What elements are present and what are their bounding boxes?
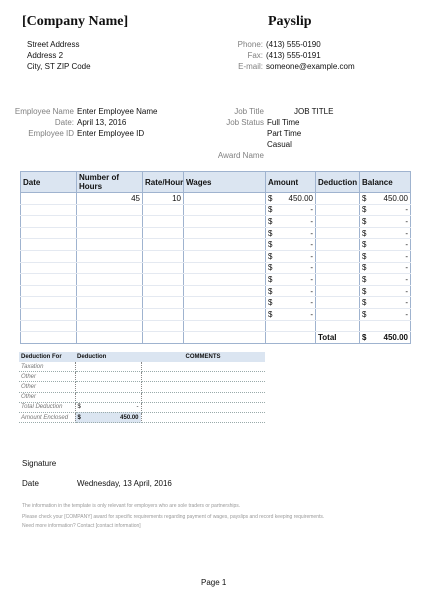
currency-symbol: $: [268, 205, 273, 215]
table-row: [21, 239, 411, 251]
cell-date[interactable]: [21, 320, 77, 332]
currency-symbol: $: [362, 286, 367, 296]
job-status-part-time[interactable]: Part Time: [267, 129, 302, 138]
document-title: Payslip: [268, 14, 312, 29]
cell-rate[interactable]: [143, 204, 184, 216]
total-value: [360, 332, 411, 344]
date-label: Date:: [54, 118, 74, 127]
placeholder-dash: -: [405, 216, 408, 226]
cell-balance[interactable]: [360, 250, 411, 262]
cell-deduction[interactable]: [316, 250, 360, 262]
total-deduction-comment[interactable]: [141, 402, 265, 412]
cell-rate[interactable]: [143, 227, 184, 239]
phone-label: Phone:: [237, 40, 263, 49]
ded-col-deduction: Deduction: [75, 352, 141, 362]
placeholder-dash: -: [310, 240, 313, 250]
total-label: Total: [316, 332, 360, 344]
wages-table-header: [21, 172, 411, 193]
cell-hours[interactable]: [77, 239, 143, 251]
placeholder-dash: -: [405, 205, 408, 215]
currency-symbol: $: [362, 298, 367, 308]
currency-symbol: $: [268, 228, 273, 238]
cell-deduction[interactable]: [316, 227, 360, 239]
placeholder-dash: -: [405, 251, 408, 261]
cell-rate[interactable]: [143, 216, 184, 228]
currency-symbol: $: [362, 193, 367, 203]
cell-balance[interactable]: [360, 274, 411, 286]
page-number: Page 1: [201, 578, 227, 587]
deduction-row: [19, 392, 265, 402]
cell-amount[interactable]: [266, 250, 316, 262]
cell-amount: [266, 332, 316, 344]
cell-amount[interactable]: [266, 193, 316, 205]
placeholder-dash: -: [405, 309, 408, 319]
cell-wages[interactable]: [184, 262, 266, 274]
col-amount: Amount: [266, 172, 316, 193]
cell-wages[interactable]: [184, 320, 266, 332]
cell-deduction[interactable]: [316, 297, 360, 309]
cell-rate[interactable]: [143, 285, 184, 297]
placeholder-dash: -: [405, 286, 408, 296]
amount-value: 450.00: [288, 193, 313, 203]
signature-label: Signature: [22, 459, 57, 468]
cell-amount[interactable]: [266, 204, 316, 216]
amount-enclosed-amount: 450.00: [120, 414, 139, 421]
cell-wages[interactable]: [184, 216, 266, 228]
placeholder-dash: -: [310, 309, 313, 319]
cell-hours[interactable]: [77, 250, 143, 262]
cell-wages[interactable]: [184, 239, 266, 251]
cell-date[interactable]: [21, 204, 77, 216]
cell-date: [21, 332, 77, 344]
table-row: [21, 320, 411, 332]
cell-amount[interactable]: [266, 285, 316, 297]
cell-date[interactable]: [21, 239, 77, 251]
currency-symbol: $: [362, 228, 367, 238]
cell-hours[interactable]: [77, 274, 143, 286]
cell-rate[interactable]: [143, 262, 184, 274]
deduction-comment[interactable]: [141, 372, 265, 382]
placeholder-dash: -: [310, 205, 313, 215]
employee-name-value[interactable]: Enter Employee Name: [77, 107, 158, 116]
deductions-header: [19, 352, 265, 362]
footer-note-2: Please check your [COMPANY] award for specific requirements regarding payment of wages, payslips and record keeping requirements.: [22, 514, 325, 520]
employee-id-value[interactable]: Enter Employee ID: [77, 129, 145, 138]
col-rate: Rate/Hour: [143, 172, 184, 193]
currency-symbol: $: [362, 205, 367, 215]
cell-deduction[interactable]: [316, 285, 360, 297]
company-name: [Company Name]: [22, 14, 129, 29]
email-value: someone@example.com: [266, 62, 355, 71]
currency-symbol: $: [362, 274, 367, 284]
cell-rate[interactable]: [143, 320, 184, 332]
table-row: [21, 285, 411, 297]
cell-balance[interactable]: [360, 216, 411, 228]
cell-hours[interactable]: [77, 216, 143, 228]
amount-enclosed-comment[interactable]: [141, 412, 265, 422]
currency-symbol: $: [77, 414, 81, 421]
cell-amount[interactable]: [266, 320, 316, 332]
cell-wages[interactable]: [184, 308, 266, 320]
deduction-row: [19, 372, 265, 382]
placeholder-dash: -: [405, 228, 408, 238]
placeholder-dash: -: [310, 274, 313, 284]
cell-date[interactable]: [21, 285, 77, 297]
cell-deduction[interactable]: [316, 274, 360, 286]
balance-value: 450.00: [383, 193, 408, 203]
cell-amount[interactable]: [266, 274, 316, 286]
cell-hours[interactable]: [77, 297, 143, 309]
job-title-label: Job Title: [234, 107, 264, 116]
cell-deduction[interactable]: [316, 216, 360, 228]
table-row: [21, 193, 411, 205]
deduction-label: Other: [19, 382, 75, 392]
deduction-row: [19, 382, 265, 392]
currency-symbol: $: [268, 309, 273, 319]
wages-table: [20, 171, 411, 344]
currency-symbol: $: [362, 251, 367, 261]
currency-symbol: $: [362, 332, 367, 342]
cell-date[interactable]: [21, 250, 77, 262]
cell-amount[interactable]: [266, 239, 316, 251]
job-title-value[interactable]: JOB TITLE: [294, 107, 334, 116]
cell-balance[interactable]: [360, 297, 411, 309]
total-deduction-amount: -: [136, 404, 139, 411]
amount-enclosed-row: [19, 412, 265, 422]
cell-balance[interactable]: [360, 227, 411, 239]
currency-symbol: $: [268, 240, 273, 250]
deduction-row: [19, 362, 265, 372]
footer-note-1: The information in the template is only relevant for employers who are sole traders or partnerships.: [22, 503, 241, 509]
cell-rate[interactable]: [143, 308, 184, 320]
employee-name-label: Employee Name: [14, 107, 74, 116]
cell-balance[interactable]: [360, 308, 411, 320]
deduction-label: Taxation: [19, 362, 75, 372]
cell-deduction[interactable]: [316, 204, 360, 216]
table-row: [21, 204, 411, 216]
currency-symbol: $: [268, 193, 273, 203]
placeholder-dash: -: [310, 263, 313, 273]
cell-balance[interactable]: [360, 285, 411, 297]
employee-id-label: Employee ID: [28, 129, 74, 138]
total-row: [21, 332, 411, 344]
cell-hours[interactable]: [77, 308, 143, 320]
cell-wages[interactable]: [184, 297, 266, 309]
cell-rate[interactable]: 10: [143, 193, 184, 205]
deduction-amount[interactable]: [75, 382, 141, 392]
cell-amount[interactable]: [266, 297, 316, 309]
cell-date[interactable]: [21, 308, 77, 320]
cell-wages: [184, 332, 266, 344]
fax-label: Fax:: [247, 51, 263, 60]
cell-rate[interactable]: [143, 274, 184, 286]
cell-wages[interactable]: [184, 274, 266, 286]
col-wages: Wages: [184, 172, 266, 193]
cell-hours[interactable]: [77, 285, 143, 297]
cell-deduction[interactable]: [316, 193, 360, 205]
deduction-comment[interactable]: [141, 362, 265, 372]
address-line-2: Address 2: [27, 51, 64, 60]
total-deduction-label: Total Deduction: [19, 402, 75, 412]
cell-amount[interactable]: [266, 216, 316, 228]
table-row: [21, 227, 411, 239]
cell-wages[interactable]: [184, 204, 266, 216]
placeholder-dash: -: [310, 298, 313, 308]
cell-wages[interactable]: [184, 193, 266, 205]
cell-amount[interactable]: [266, 262, 316, 274]
cell-hours: [77, 332, 143, 344]
job-status-label: Job Status: [226, 118, 264, 127]
total-deduction-value: [75, 402, 141, 412]
cell-wages[interactable]: [184, 250, 266, 262]
deduction-comment[interactable]: [141, 392, 265, 402]
job-status-full-time[interactable]: Full Time: [267, 118, 300, 127]
cell-date[interactable]: [21, 274, 77, 286]
fax-value: (413) 555-0191: [266, 51, 321, 60]
currency-symbol: $: [362, 216, 367, 226]
email-label: E-mail:: [238, 62, 263, 71]
cell-hours[interactable]: [77, 262, 143, 274]
placeholder-dash: -: [310, 286, 313, 296]
cell-balance[interactable]: [360, 262, 411, 274]
signature-date-value[interactable]: Wednesday, 13 April, 2016: [77, 479, 172, 488]
cell-amount[interactable]: [266, 308, 316, 320]
currency-symbol: $: [268, 251, 273, 261]
cell-hours[interactable]: [77, 204, 143, 216]
placeholder-dash: -: [310, 228, 313, 238]
deduction-label: Other: [19, 392, 75, 402]
deduction-amount[interactable]: [75, 362, 141, 372]
deductions-table: [19, 352, 265, 423]
currency-symbol: $: [268, 274, 273, 284]
address-line-1: Street Address: [27, 40, 80, 49]
cell-balance[interactable]: [360, 320, 411, 332]
job-status-casual[interactable]: Casual: [267, 140, 292, 149]
cell-date[interactable]: [21, 227, 77, 239]
placeholder-dash: -: [405, 298, 408, 308]
cell-deduction[interactable]: [316, 262, 360, 274]
placeholder-dash: -: [405, 240, 408, 250]
cell-date[interactable]: [21, 297, 77, 309]
deduction-label: Other: [19, 372, 75, 382]
currency-symbol: $: [77, 404, 81, 411]
total-amount: 450.00: [383, 332, 408, 342]
date-value[interactable]: April 13, 2016: [77, 118, 127, 127]
total-deduction-row: [19, 402, 265, 412]
cell-hours[interactable]: 45: [77, 193, 143, 205]
currency-symbol: $: [268, 216, 273, 226]
col-date: Date: [21, 172, 77, 193]
cell-rate[interactable]: [143, 250, 184, 262]
currency-symbol: $: [268, 263, 273, 273]
cell-deduction[interactable]: [316, 239, 360, 251]
table-row: [21, 262, 411, 274]
currency-symbol: $: [362, 309, 367, 319]
cell-deduction[interactable]: [316, 308, 360, 320]
cell-balance[interactable]: [360, 239, 411, 251]
cell-wages[interactable]: [184, 227, 266, 239]
deduction-comment[interactable]: [141, 382, 265, 392]
footer-note-3: Need more information? Contact [contact information]: [22, 523, 141, 529]
currency-symbol: $: [362, 263, 367, 273]
cell-rate[interactable]: [143, 239, 184, 251]
award-name-label: Award Name: [217, 151, 264, 160]
deduction-amount[interactable]: [75, 392, 141, 402]
cell-rate[interactable]: [143, 297, 184, 309]
table-row: [21, 274, 411, 286]
table-row: [21, 216, 411, 228]
cell-wages[interactable]: [184, 285, 266, 297]
cell-balance[interactable]: [360, 193, 411, 205]
currency-symbol: $: [362, 240, 367, 250]
cell-amount[interactable]: [266, 227, 316, 239]
placeholder-dash: -: [310, 216, 313, 226]
cell-rate: [143, 332, 184, 344]
placeholder-dash: -: [310, 251, 313, 261]
address-line-3: City, ST ZIP Code: [27, 62, 91, 71]
table-row: [21, 250, 411, 262]
ded-col-comments: COMMENTS: [141, 352, 265, 362]
deduction-amount[interactable]: [75, 372, 141, 382]
cell-date[interactable]: [21, 193, 77, 205]
placeholder-dash: -: [405, 274, 408, 284]
cell-balance[interactable]: [360, 204, 411, 216]
currency-symbol: $: [268, 286, 273, 296]
amount-enclosed-value: [75, 412, 141, 422]
phone-value: (413) 555-0190: [266, 40, 321, 49]
col-deduction: Deduction: [316, 172, 360, 193]
col-hours: Number of Hours: [77, 172, 143, 193]
table-row: [21, 297, 411, 309]
ded-col-for: Deduction For: [19, 352, 75, 362]
col-balance: Balance: [360, 172, 411, 193]
cell-hours[interactable]: [77, 227, 143, 239]
amount-enclosed-label: Amount Enclosed: [19, 412, 75, 422]
signature-date-label: Date: [22, 479, 39, 488]
cell-date[interactable]: [21, 216, 77, 228]
placeholder-dash: -: [405, 263, 408, 273]
cell-hours[interactable]: [77, 320, 143, 332]
currency-symbol: $: [268, 298, 273, 308]
table-row: [21, 308, 411, 320]
cell-deduction[interactable]: [316, 320, 360, 332]
cell-date[interactable]: [21, 262, 77, 274]
